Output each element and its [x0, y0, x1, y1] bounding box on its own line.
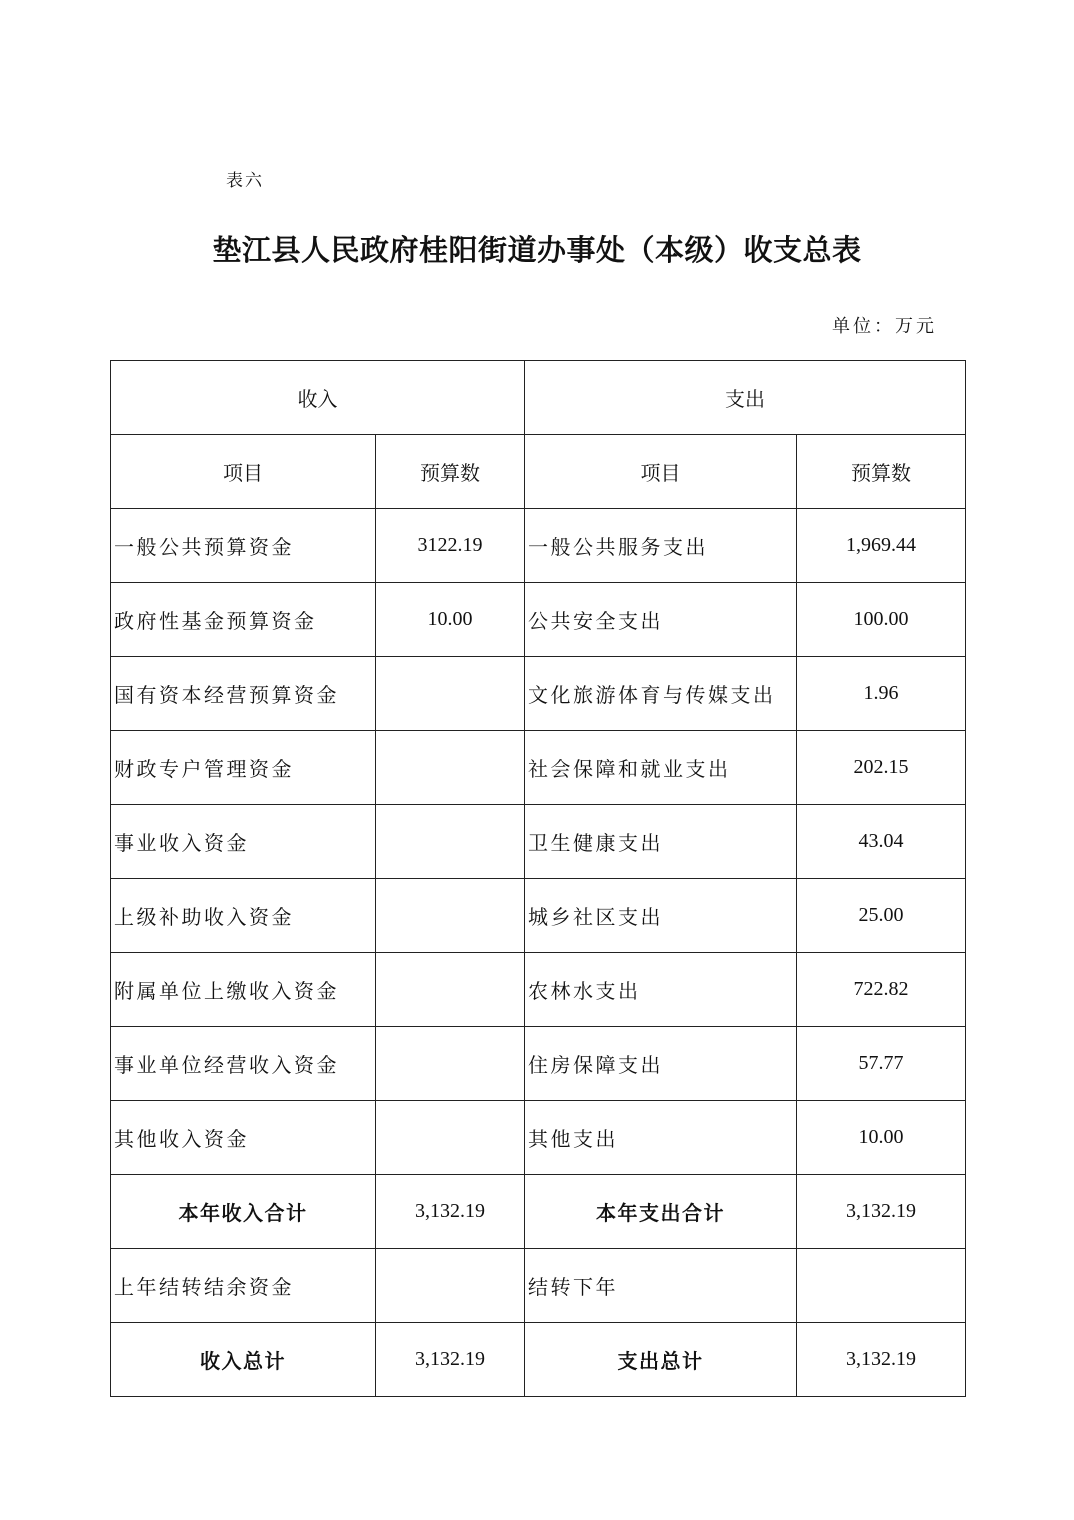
expense-value: 202.15: [797, 731, 966, 805]
table-row: [111, 657, 966, 731]
income-value: 3122.19: [376, 509, 525, 583]
expense-item: 城乡社区支出: [525, 879, 797, 953]
income-value: [376, 1027, 525, 1101]
page-title: 垫江县人民政府桂阳街道办事处（本级）收支总表: [212, 233, 862, 267]
income-item: 国有资本经营预算资金: [111, 657, 376, 731]
expense-grand-total-label: 支出总计: [525, 1323, 797, 1397]
carryover-income-item: 上年结转结余资金: [111, 1249, 376, 1323]
table-row: [111, 583, 966, 657]
grand-total-row: [111, 1323, 966, 1397]
carryover-row: [111, 1249, 966, 1323]
income-item: 政府性基金预算资金: [111, 583, 376, 657]
expense-item: 文化旅游体育与传媒支出: [525, 657, 797, 731]
year-expense-total-value: 3,132.19: [797, 1175, 966, 1249]
income-section-header: 收入: [111, 361, 525, 435]
income-item-column-header: 项目: [111, 435, 376, 509]
income-grand-total-value: 3,132.19: [376, 1323, 525, 1397]
table-row: [111, 1101, 966, 1175]
carryover-expense-value: [797, 1249, 966, 1323]
table-row: [111, 509, 966, 583]
expense-item: 社会保障和就业支出: [525, 731, 797, 805]
table-row: [111, 1027, 966, 1101]
income-item: 其他收入资金: [111, 1101, 376, 1175]
expense-value: 10.00: [797, 1101, 966, 1175]
income-item: 事业单位经营收入资金: [111, 1027, 376, 1101]
expense-value: 722.82: [797, 953, 966, 1027]
table-row: [111, 953, 966, 1027]
unit-label: 单位：万元: [832, 316, 937, 337]
income-value: [376, 953, 525, 1027]
expense-item: 农林水支出: [525, 953, 797, 1027]
table-row: [111, 731, 966, 805]
expense-value: 43.04: [797, 805, 966, 879]
column-header-row: [111, 435, 966, 509]
year-expense-total-label: 本年支出合计: [525, 1175, 797, 1249]
year-income-total-value: 3,132.19: [376, 1175, 525, 1249]
expense-item: 一般公共服务支出: [525, 509, 797, 583]
table-number-label: 表六: [226, 171, 264, 191]
income-budget-column-header: 预算数: [376, 435, 525, 509]
expense-value: 57.77: [797, 1027, 966, 1101]
income-value: [376, 1101, 525, 1175]
expense-item-column-header: 项目: [525, 435, 797, 509]
expense-value: 25.00: [797, 879, 966, 953]
expense-value: 1.96: [797, 657, 966, 731]
income-value: [376, 731, 525, 805]
income-value: [376, 805, 525, 879]
carryover-expense-item: 结转下年: [525, 1249, 797, 1323]
income-value: 10.00: [376, 583, 525, 657]
income-grand-total-label: 收入总计: [111, 1323, 376, 1397]
expense-item: 其他支出: [525, 1101, 797, 1175]
expense-item: 卫生健康支出: [525, 805, 797, 879]
carryover-income-value: [376, 1249, 525, 1323]
income-item: 一般公共预算资金: [111, 509, 376, 583]
income-item: 上级补助收入资金: [111, 879, 376, 953]
expense-section-header: 支出: [525, 361, 966, 435]
expense-item: 公共安全支出: [525, 583, 797, 657]
income-item: 财政专户管理资金: [111, 731, 376, 805]
expense-value: 1,969.44: [797, 509, 966, 583]
year-income-total-label: 本年收入合计: [111, 1175, 376, 1249]
income-item: 事业收入资金: [111, 805, 376, 879]
section-header-row: [111, 361, 966, 435]
table-row: [111, 805, 966, 879]
expense-item: 住房保障支出: [525, 1027, 797, 1101]
year-total-row: [111, 1175, 966, 1249]
expense-value: 100.00: [797, 583, 966, 657]
expense-budget-column-header: 预算数: [797, 435, 966, 509]
budget-summary-table: [110, 360, 966, 1397]
table-row: [111, 879, 966, 953]
expense-grand-total-value: 3,132.19: [797, 1323, 966, 1397]
income-item: 附属单位上缴收入资金: [111, 953, 376, 1027]
income-value: [376, 879, 525, 953]
income-value: [376, 657, 525, 731]
